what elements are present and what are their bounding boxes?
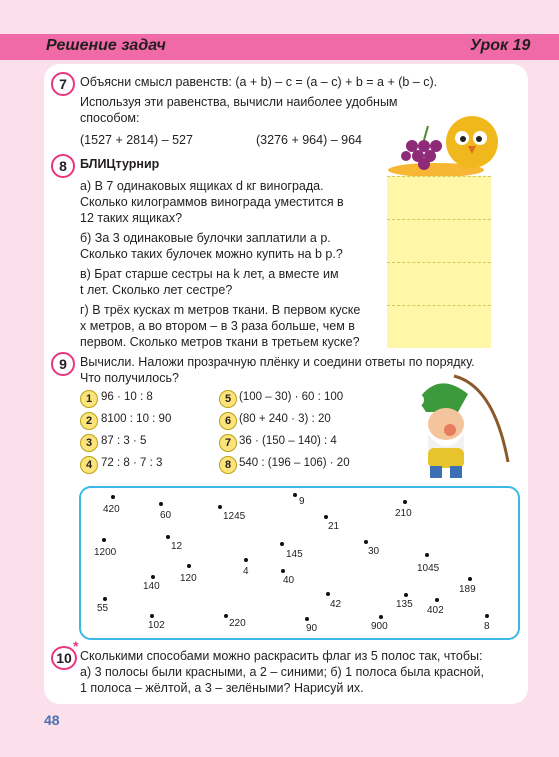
dot-point [435, 598, 439, 602]
dot-point [485, 614, 489, 618]
gnome-illustration [398, 372, 518, 482]
task-8a-line1: а) В 7 одинаковых ящиках d кг винограда. [80, 179, 324, 193]
dot-point [326, 592, 330, 596]
exercise-expression: 36 · (150 – 140) : 4 [239, 435, 337, 447]
dot-label: 30 [368, 546, 380, 557]
dot-label: 9 [299, 496, 305, 507]
task-10-star: * [73, 638, 79, 654]
task-7-line1: Объясни смысл равенств: (a + b) – c = (a – c) + b = a + (b – c). [80, 75, 438, 89]
task-10-line1: Сколькими способами можно раскрасить флаг из 5 полос так, чтобы: [80, 649, 483, 663]
dot-point [281, 569, 285, 573]
dot-point [404, 593, 408, 597]
dot-point [159, 502, 163, 506]
dot-point [224, 614, 228, 618]
dot-label: 420 [103, 504, 120, 515]
dot-label: 60 [160, 510, 172, 521]
task-8-number: 8 [51, 154, 75, 178]
exercise-number: 6 [219, 412, 237, 430]
dot-point [218, 505, 222, 509]
dot-point [305, 617, 309, 621]
dot-point [102, 538, 106, 542]
dot-label: 1200 [94, 547, 117, 558]
task-7-number: 7 [51, 72, 75, 96]
task-7-line3: способом: [80, 111, 140, 125]
dot-label: 12 [171, 541, 183, 552]
dot-label: 145 [286, 549, 303, 560]
dot-point [151, 575, 155, 579]
exercise-number: 5 [219, 390, 237, 408]
dot-point [166, 535, 170, 539]
dot-label: 40 [283, 575, 295, 586]
dot-label: 1045 [417, 563, 440, 574]
page-header [0, 34, 559, 60]
answer-strip-a [387, 176, 491, 219]
dot-label: 4 [243, 566, 249, 577]
dot-point [403, 500, 407, 504]
dot-label: 220 [229, 618, 246, 629]
dot-label: 1245 [223, 511, 246, 522]
answer-strip-c [387, 262, 491, 305]
dot-point [364, 540, 368, 544]
task-8c-line1: в) Брат старше сестры на k лет, а вместе им [80, 267, 339, 281]
answer-strip-b [387, 219, 491, 262]
grapes-owl-illustration [384, 112, 504, 176]
exercise-number: 1 [80, 390, 98, 408]
exercise-expression: 96 · 10 : 8 [101, 391, 153, 403]
task-9-line2: Что получилось? [80, 371, 179, 385]
lesson-title: Урок 19 [470, 37, 531, 54]
dot-point [103, 597, 107, 601]
dot-point [293, 493, 297, 497]
dot-label: 102 [148, 620, 165, 631]
task-8-title: БЛИЦтурнир [80, 157, 160, 171]
exercise-expression: 540 : (196 – 106) · 20 [239, 457, 350, 469]
dot-point [187, 564, 191, 568]
dot-point [379, 615, 383, 619]
exercise-number: 3 [80, 434, 98, 452]
exercise-number: 8 [219, 456, 237, 474]
task-8c-line2: t лет. Сколько лет сестре? [80, 283, 233, 297]
task-8b-line2: Сколько таких булочек можно купить на b р.? [80, 247, 343, 261]
exercise-expression: (100 – 30) · 60 : 100 [239, 391, 344, 403]
exercise-number: 7 [219, 434, 237, 452]
page-number: 48 [44, 712, 60, 728]
dot-label: 21 [328, 521, 340, 532]
dot-field [79, 486, 520, 640]
task-10-line3: 1 полоса – жёлтой, а 3 – зелёными? Нарисуй их. [80, 681, 364, 695]
dot-point [244, 558, 248, 562]
dot-label: 8 [484, 621, 490, 632]
task-8d-line1: г) В трёх кусках m метров ткани. В первом куске [80, 303, 361, 317]
dot-point [468, 577, 472, 581]
dot-label: 55 [97, 603, 109, 614]
task-10-number: 10 [51, 646, 77, 670]
dot-label: 210 [395, 508, 412, 519]
task-8a-line3: 12 таких ящиках? [80, 211, 183, 225]
answer-strip-d [387, 305, 491, 348]
dot-point [324, 515, 328, 519]
exercise-expression: 72 : 8 · 7 : 3 [101, 457, 163, 469]
exercise-expression: 87 : 3 · 5 [101, 435, 147, 447]
task-9-number: 9 [51, 352, 75, 376]
dot-point [111, 495, 115, 499]
task-7-expr2: (3276 + 964) – 964 [256, 133, 362, 147]
dot-label: 140 [143, 581, 160, 592]
dot-point [280, 542, 284, 546]
task-7-line2: Используя эти равенства, вычисли наиболее удобным [80, 95, 398, 109]
dot-label: 900 [371, 621, 388, 632]
task-8d-line2: x метров, а во втором – в 3 раза больше, чем в [80, 319, 355, 333]
task-7-expr1: (1527 + 2814) – 527 [80, 133, 193, 147]
dot-label: 189 [459, 584, 476, 595]
task-8a-line2: Сколько килограммов винограда уместится в [80, 195, 344, 209]
exercise-number: 4 [80, 456, 98, 474]
exercise-expression: (80 + 240 · 3) : 20 [239, 413, 331, 425]
exercise-expression: 8100 : 10 : 90 [101, 413, 172, 425]
dot-point [150, 614, 154, 618]
dot-label: 120 [180, 573, 197, 584]
section-title: Решение задач [46, 37, 166, 54]
task-10-line2: а) 3 полосы были красными, а 2 – синими; б) 1 полоса была красной, [80, 665, 484, 679]
task-8d-line3: первом. Сколько метров ткани в третьем куске? [80, 335, 360, 349]
dot-label: 42 [330, 599, 342, 610]
exercise-number: 2 [80, 412, 98, 430]
task-8b-line1: б) За 3 одинаковые булочки заплатили a р. [80, 231, 331, 245]
dot-label: 135 [396, 599, 413, 610]
dot-label: 90 [306, 623, 318, 634]
dot-point [425, 553, 429, 557]
task-9-line1: Вычисли. Наложи прозрачную плёнку и соедини ответы по порядку. [80, 355, 475, 369]
dot-label: 402 [427, 605, 444, 616]
